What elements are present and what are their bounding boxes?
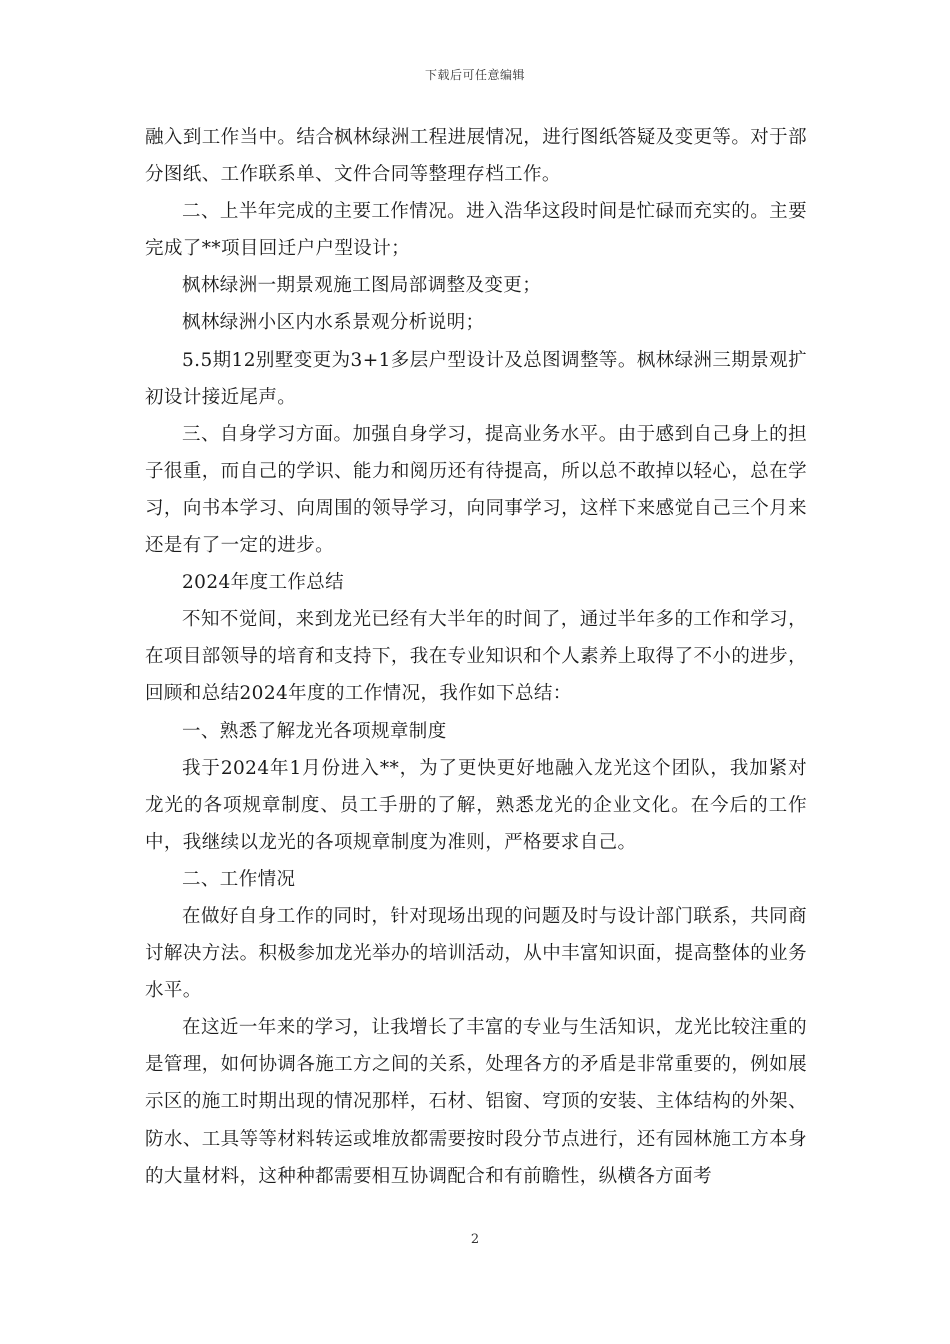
paragraph-section-two: 二、上半年完成的主要工作情况。进入浩华这段时间是忙碌而充实的。主要完成了**项目回迁户户型设计； [145,201,807,260]
heading-rules: 一、熟悉了解龙光各项规章制度 [182,720,447,742]
paragraph-continuation: 融入到工作当中。结合枫林绿洲工程进展情况，进行图纸答疑及变更等。对于部分图纸、工作联系单、文件合同等整理存档工作。 [145,127,807,186]
paragraph-learning: 在这近一年来的学习，让我增长了丰富的专业与生活知识，龙光比较注重的是管理，如何协调各施工方之间的关系，处理各方的矛盾是非常重要的，例如展示区的施工时期出现的情况那样，石材、铝窗、穹顶的安装、主体结构的外架、防水、工具等等材料转运或堆放都需要按时段分节点进行，还有园林施工方本身的大量材料，这种种都需要相互协调配合和有前瞻性，纵横各方面考 [145,1017,807,1187]
page-header: 下载后可任意编辑 [424,68,525,82]
paragraph-work-status: 在做好自身工作的同时，针对现场出现的问题及时与设计部门联系，共同商讨解决方法。积极参加龙光举办的培训活动，从中丰富知识面，提高整体的业务水平。 [145,905,807,1002]
page-number: 2 [470,1232,480,1247]
paragraph-rules: 我于2024年1月份进入**，为了更快更好地融入龙光这个团队，我加紧对龙光的各项规章制度、员工手册的了解，熟悉龙光的企业文化。在今后的工作中，我继续以龙光的各项规章制度为准则，严格要求自己。 [145,757,807,853]
paragraph-item-landscape-adjustment: 枫林绿洲一期景观施工图局部调整及变更； [182,275,542,297]
paragraph-item-villa-change: 5.5期12别墅变更为3+1多层户型设计及总图调整等。枫林绿洲三期景观扩初设计接近尾声。 [145,349,807,408]
paragraph-section-three: 三、自身学习方面。加强自身学习，提高业务水平。由于感到自己身上的担子很重，而自己的学识、能力和阅历还有待提高，所以总不敢掉以轻心，总在学习，向书本学习、向周围的领导学习，向同事学习，这样下来感觉自己三个月来还是有了一定的进步。 [145,423,807,557]
heading-work-status: 二、工作情况 [182,868,296,890]
document-body [145,119,807,1195]
paragraph-intro: 不知不觉间，来到龙光已经有大半年的时间了，通过半年多的工作和学习，在项目部领导的培育和支持下，我在专业知识和个人素养上取得了不小的进步，回顾和总结2024年度的工作情况，我作如下总结： [145,609,807,705]
heading-annual-summary: 2024年度工作总结 [182,572,345,594]
paragraph-item-water-analysis: 枫林绿洲小区内水系景观分析说明； [182,312,485,334]
